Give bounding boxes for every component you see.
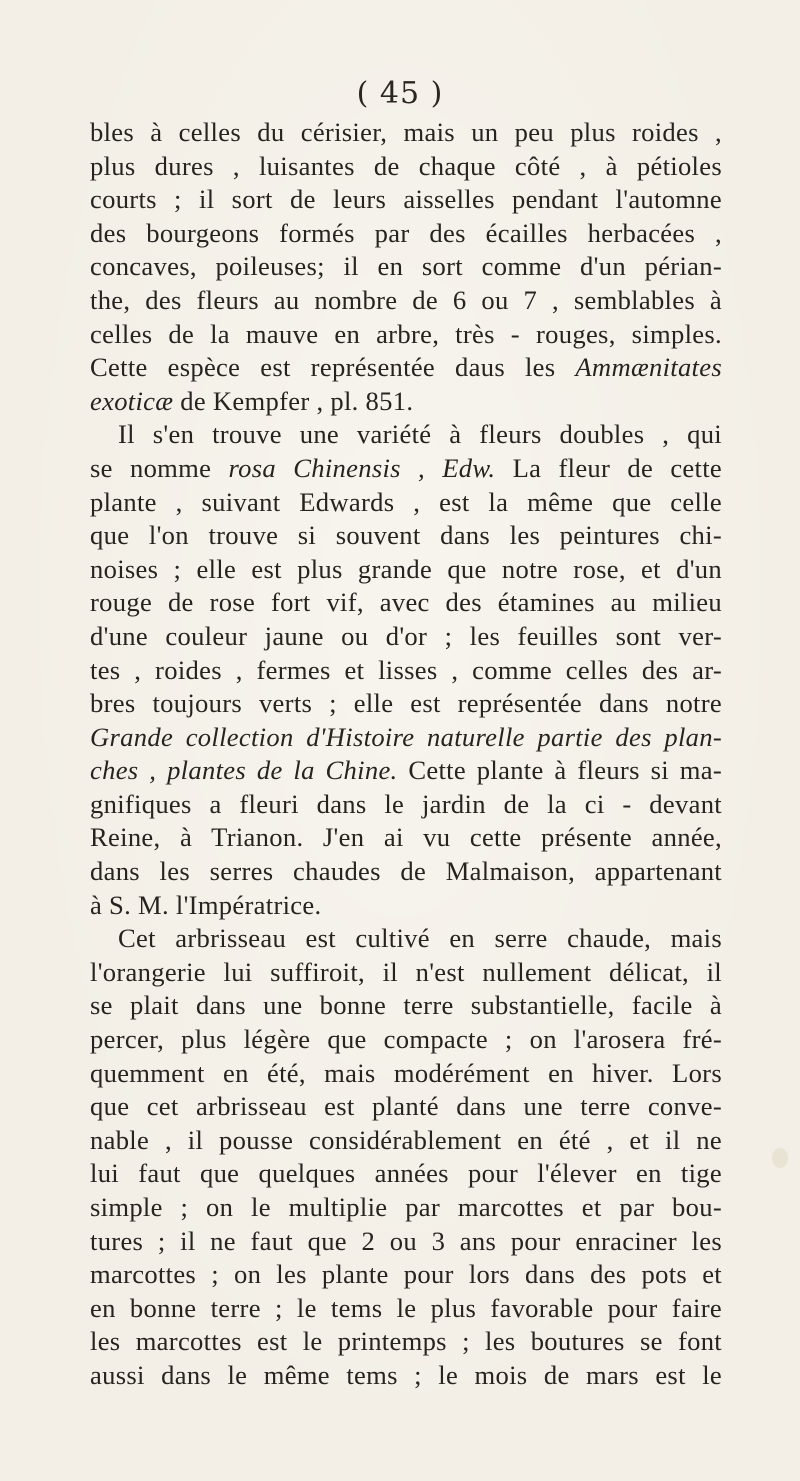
text-line: Cet arbrisseau est cultivé en serre chaude, mais <box>118 923 722 954</box>
text-line: se plait dans une bonne terre substantielle, facile à <box>90 990 722 1021</box>
text-line: aussi dans le même tems ; le mois de mars est le <box>90 1359 722 1390</box>
text-line <box>90 721 722 755</box>
text-line <box>90 351 722 385</box>
text-line: à S. M. l'Impératrice. <box>90 889 322 920</box>
text-line: l'orangerie lui suffiroit, il n'est nullement délicat, il <box>90 956 722 987</box>
italic-text: exoticæ <box>90 385 174 416</box>
text-line: les marcottes est le printemps ; les boutures se font <box>90 1326 722 1357</box>
text-line: percer, plus légère que compacte ; on l'arosera fré- <box>90 1024 722 1055</box>
text-line: plante , suivant Edwards , est la même que celle <box>90 486 722 517</box>
text-line: marcottes ; on les plante pour lors dans des pots et <box>90 1259 722 1290</box>
text-line: nable , il pousse considérablement en été , et il ne <box>90 1124 722 1155</box>
paper-stain <box>772 1148 788 1168</box>
text-line: quemment en été, mais modérément en hiver. Lors <box>90 1057 722 1088</box>
text-line <box>90 452 722 486</box>
text-line <box>90 418 722 452</box>
text-line: d'une couleur jaune ou d'or ; les feuilles sont ver- <box>90 620 722 651</box>
text-line: Reine, à Trianon. J'en ai vu cette présente année, <box>90 822 722 853</box>
text-segment: de Kempfer , pl. 851. <box>173 385 414 416</box>
text-line: rouge de rose fort vif, avec des étamines au milieu <box>90 587 722 618</box>
text-line: simple ; on le multiplie par marcottes et par bou- <box>90 1192 722 1222</box>
text-line: que cet arbrisseau est planté dans une terre conve- <box>90 1091 722 1122</box>
text-line: plus dures , luisantes de chaque côté , à pétioles <box>90 150 722 181</box>
italic-text: ches , plantes de la Chine. <box>90 755 398 786</box>
text-line: lui faut que quelques années pour l'élever en tige <box>90 1158 722 1189</box>
text-segment: Cette espèce est représentée daus les <box>90 352 576 383</box>
text-line: noises ; elle est plus grande que notre rose, et d'un <box>90 553 722 584</box>
italic-text: Ammænitates <box>575 352 722 383</box>
text-segment: Cette plante à fleurs si ma- <box>397 755 722 786</box>
text-line: dans les serres chaudes de Malmaison, appartenant <box>90 856 722 887</box>
page-number-header: ( 45 ) <box>356 76 444 111</box>
text-line: bles à celles du cérisier, mais un peu plus roides , <box>90 117 722 147</box>
text-line: the, des fleurs au nombre de 6 ou 7 , semblables à <box>90 284 722 315</box>
italic-text: rosa Chinensis , Edw. <box>228 452 496 483</box>
text-line: gnifiques a fleuri dans le jardin de la ci - devant <box>90 788 722 819</box>
text-segment: La fleur de cette <box>495 452 723 483</box>
text-segment: Il s'en trouve une variété à fleurs doubles , qui <box>118 419 722 450</box>
text-line: que l'on trouve si souvent dans les peintures chi- <box>90 520 722 551</box>
text-line: courts ; il sort de leurs aisselles pendant l'automne <box>90 184 722 215</box>
text-line: en bonne terre ; le tems le plus favorable pour faire <box>90 1292 722 1323</box>
text-line: tes , roides , fermes et lisses , comme celles des ar- <box>90 654 722 685</box>
text-line: celles de la mauve en arbre, très - rouges, simples. <box>90 318 722 349</box>
text-line <box>90 754 722 788</box>
text-line: bres toujours verts ; elle est représentée dans notre <box>90 688 722 719</box>
body-text <box>90 116 722 1393</box>
text-line: des bourgeons formés par des écailles herbacées , <box>90 217 722 248</box>
text-segment: se nomme <box>90 452 229 483</box>
text-line <box>90 385 722 419</box>
text-line: concaves, poileuses; il en sort comme d'un périan- <box>90 251 722 282</box>
italic-text: Grande collection d'Histoire naturelle partie des plan- <box>90 721 722 752</box>
text-line: tures ; il ne faut que 2 ou 3 ans pour enraciner les <box>90 1225 722 1256</box>
